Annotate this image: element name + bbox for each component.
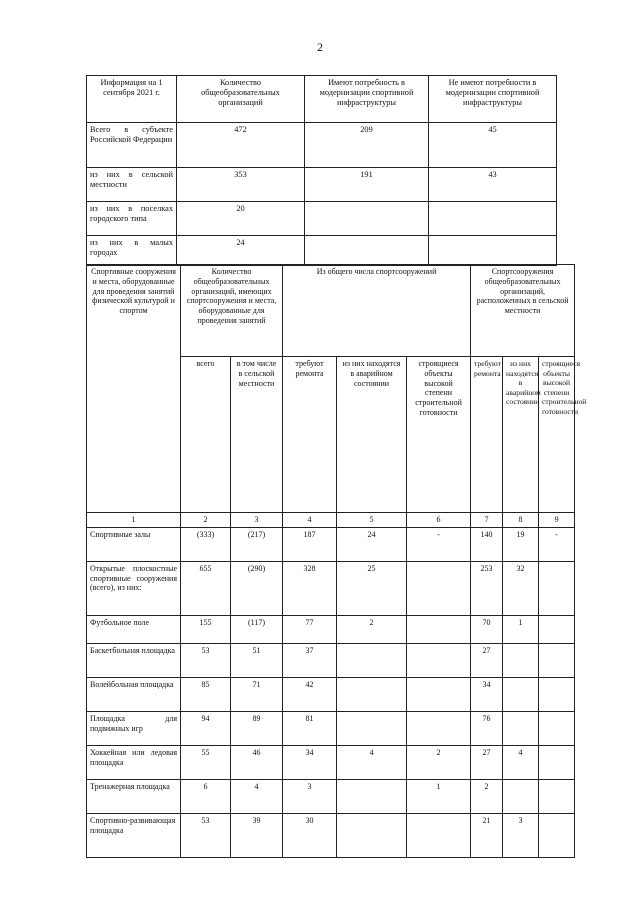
- header-school-count: Количество общеобразовательных организаций: [177, 76, 305, 123]
- cell-value: [337, 813, 407, 857]
- cell-value: 253: [471, 561, 503, 615]
- table-row: [87, 615, 575, 643]
- cell-value: 27: [471, 745, 503, 779]
- cell-value: 77: [283, 615, 337, 643]
- cell-value: 46: [231, 745, 283, 779]
- cell-value: 209: [305, 123, 429, 168]
- column-number: 2: [181, 513, 231, 528]
- cell-value: [407, 615, 471, 643]
- table-row: [87, 527, 575, 561]
- facility-name: Открытые плоскостные спортивные сооружения (всего), из них:: [87, 561, 181, 615]
- cell-value: [539, 615, 575, 643]
- table-row: [87, 236, 557, 266]
- facility-name: Волейбольная площадка: [87, 677, 181, 711]
- table-row: [87, 123, 557, 168]
- cell-value: 353: [177, 168, 305, 202]
- header-rural-facilities: Спортсооружения общеобразовательных организаций, расположенных в сельской местности: [471, 265, 575, 357]
- cell-value: 4: [503, 745, 539, 779]
- cell-value: 53: [181, 813, 231, 857]
- cell-value: -: [539, 527, 575, 561]
- cell-value: 81: [283, 711, 337, 745]
- cell-value: 155: [181, 615, 231, 643]
- header-facilities: Спортивные сооружения и места, оборудованные для проведения занятий физической культурой и спортом: [87, 265, 181, 513]
- cell-value: [539, 813, 575, 857]
- row-label: Всего в субъекте Российской Федерации: [87, 123, 177, 168]
- header-need-repair: требуют ремонта: [283, 357, 337, 513]
- column-number: 6: [407, 513, 471, 528]
- cell-value: 76: [471, 711, 503, 745]
- cell-value: 37: [283, 643, 337, 677]
- cell-value: [503, 677, 539, 711]
- cell-value: 655: [181, 561, 231, 615]
- facility-name: Тренажерная площадка: [87, 779, 181, 813]
- cell-value: 21: [471, 813, 503, 857]
- row-label: из них в сельской местности: [87, 168, 177, 202]
- table-row: [87, 677, 575, 711]
- column-number: 3: [231, 513, 283, 528]
- cell-value: 34: [471, 677, 503, 711]
- table-row: [87, 711, 575, 745]
- cell-value: 42: [283, 677, 337, 711]
- cell-value: 45: [429, 123, 557, 168]
- cell-value: 30: [283, 813, 337, 857]
- header-rural-emergency: из них находятся в аварийном состоянии: [503, 357, 539, 513]
- cell-value: [503, 779, 539, 813]
- cell-value: 187: [283, 527, 337, 561]
- cell-value: (290): [231, 561, 283, 615]
- cell-value: [429, 236, 557, 266]
- header-rural-count: в том числе в сельской местности: [231, 357, 283, 513]
- cell-value: [337, 779, 407, 813]
- cell-value: 3: [503, 813, 539, 857]
- cell-value: 53: [181, 643, 231, 677]
- table-row: [87, 779, 575, 813]
- cell-value: [539, 711, 575, 745]
- row-label: из них в малых городах: [87, 236, 177, 266]
- cell-value: [407, 643, 471, 677]
- cell-value: [539, 779, 575, 813]
- cell-value: [539, 745, 575, 779]
- cell-value: 55: [181, 745, 231, 779]
- cell-value: 71: [231, 677, 283, 711]
- cell-value: 191: [305, 168, 429, 202]
- cell-value: 51: [231, 643, 283, 677]
- cell-value: [407, 677, 471, 711]
- table-row: [87, 202, 557, 236]
- cell-value: 1: [407, 779, 471, 813]
- table-header-row: [87, 76, 557, 123]
- column-number-row: [87, 513, 575, 528]
- facility-name: Спортивно-развивающая площадка: [87, 813, 181, 857]
- facilities-rows: [87, 527, 575, 857]
- cell-value: 27: [471, 643, 503, 677]
- cell-value: 4: [231, 779, 283, 813]
- sports-facilities-table: [86, 264, 587, 858]
- cell-value: (217): [231, 527, 283, 561]
- cell-value: (117): [231, 615, 283, 643]
- table-row: [87, 168, 557, 202]
- cell-value: [539, 643, 575, 677]
- cell-value: 24: [177, 236, 305, 266]
- table-row: [87, 643, 575, 677]
- column-number: 7: [471, 513, 503, 528]
- header-total: всего: [181, 357, 231, 513]
- cell-value: 2: [471, 779, 503, 813]
- column-number: 8: [503, 513, 539, 528]
- header-rural-under-construction: строящиеся объекты высокой степени строительной готовности: [539, 357, 575, 513]
- facility-name: Хоккейная или ледовая площадка: [87, 745, 181, 779]
- header-no-need-modernization: Не имеют потребности в модернизации спортивной инфраструктуры: [429, 76, 557, 123]
- cell-value: 24: [337, 527, 407, 561]
- header-organizations-count: Количество общеобразовательных организаций, имеющих спортсооружения и места, оборудованные для проведения занятий: [181, 265, 283, 357]
- facility-name: Баскетбольная площадка: [87, 643, 181, 677]
- cell-value: [337, 711, 407, 745]
- cell-value: 70: [471, 615, 503, 643]
- row-label: из них в поселках городского типа: [87, 202, 177, 236]
- cell-value: 140: [471, 527, 503, 561]
- facility-name: Площадка для подвижных игр: [87, 711, 181, 745]
- column-number: 4: [283, 513, 337, 528]
- column-number: 5: [337, 513, 407, 528]
- cell-value: [337, 677, 407, 711]
- cell-value: 472: [177, 123, 305, 168]
- facility-name: Спортивные залы: [87, 527, 181, 561]
- cell-value: 328: [283, 561, 337, 615]
- cell-value: 89: [231, 711, 283, 745]
- cell-value: 6: [181, 779, 231, 813]
- cell-value: (333): [181, 527, 231, 561]
- header-info-date: Информация на 1 сентября 2021 г.: [87, 76, 177, 123]
- cell-value: [503, 711, 539, 745]
- cell-value: [407, 561, 471, 615]
- cell-value: [337, 643, 407, 677]
- cell-value: [407, 711, 471, 745]
- cell-value: [539, 677, 575, 711]
- cell-value: 94: [181, 711, 231, 745]
- cell-value: 32: [503, 561, 539, 615]
- header-rural-need-repair: требуют ремонта: [471, 357, 503, 513]
- column-number: 9: [539, 513, 575, 528]
- table-group-header-row: [87, 265, 575, 357]
- cell-value: 85: [181, 677, 231, 711]
- cell-value: 43: [429, 168, 557, 202]
- cell-value: 4: [337, 745, 407, 779]
- page-number: 2: [317, 40, 323, 54]
- cell-value: 39: [231, 813, 283, 857]
- cell-value: 34: [283, 745, 337, 779]
- cell-value: -: [407, 527, 471, 561]
- table-row: [87, 745, 575, 779]
- cell-value: 1: [503, 615, 539, 643]
- schools-summary-table: [86, 75, 557, 266]
- cell-value: 2: [407, 745, 471, 779]
- cell-value: 3: [283, 779, 337, 813]
- header-emergency: из них находятся в аварийном состоянии: [337, 357, 407, 513]
- table-row: [87, 561, 575, 615]
- cell-value: 19: [503, 527, 539, 561]
- cell-value: [539, 561, 575, 615]
- cell-value: 2: [337, 615, 407, 643]
- column-number: 1: [87, 513, 181, 528]
- cell-value: [429, 202, 557, 236]
- cell-value: 20: [177, 202, 305, 236]
- facility-name: Футбольное поле: [87, 615, 181, 643]
- header-of-total-facilities: Из общего числа спортсооружений: [283, 265, 471, 357]
- cell-value: [503, 643, 539, 677]
- header-under-construction: строящиеся объекты высокой степени строительной готовности: [407, 357, 471, 513]
- cell-value: [407, 813, 471, 857]
- cell-value: [305, 202, 429, 236]
- cell-value: [305, 236, 429, 266]
- header-need-modernization: Имеют потребность в модернизации спортивной инфраструктуры: [305, 76, 429, 123]
- table-row: [87, 813, 575, 857]
- cell-value: 25: [337, 561, 407, 615]
